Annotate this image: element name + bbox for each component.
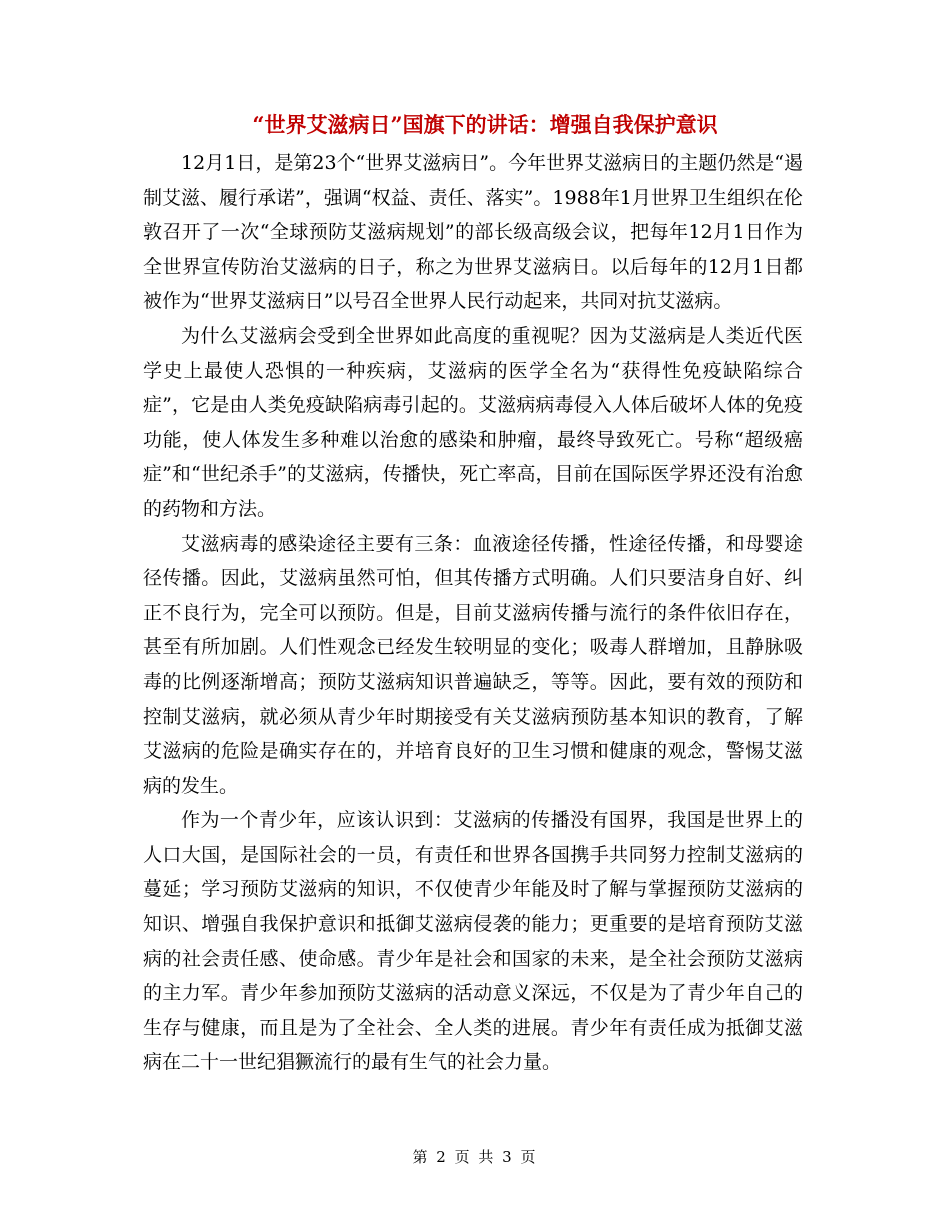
paragraph-3: 艾滋病毒的感染途径主要有三条：血液途径传播，性途径传播，和母婴途径传播。因此，艾滋病虽然可怕，但其传播方式明确。人们只要洁身自好、纠正不良行为，完全可以预防。但是，目前艾滋病传播与流行的条件依旧存在，甚至有所加剧。人们性观念已经发生较明显的变化；吸毒人群增加，且静脉吸毒的比例逐渐增高；预防艾滋病知识普遍缺乏，等等。因此，要有效的预防和控制艾滋病，就必须从青少年时期接受有关艾滋病预防基本知识的教育，了解艾滋病的危险是确实存在的，并培育良好的卫生习惯和健康的观念，警惕艾滋病的发生。 — [143, 532, 803, 797]
document-body — [143, 146, 803, 1080]
paragraph-4: 作为一个青少年，应该认识到：艾滋病的传播没有国界，我国是世界上的人口大国，是国际社会的一员，有责任和世界各国携手共同努力控制艾滋病的蔓延；学习预防艾滋病的知识，不仅使青少年能及时了解与掌握预防艾滋病的知识、增强自我保护意识和抵御艾滋病侵袭的能力；更重要的是培育预防艾滋病的社会责任感、使命感。青少年是社会和国家的未来，是全社会预防艾滋病的主力军。青少年参加预防艾滋病的活动意义深远，不仅是为了青少年自己的生存与健康，而且是为了全社会、全人类的进展。青少年有责任成为抵御艾滋病在二十一世纪猖獗流行的最有生气的社会力量。 — [143, 809, 803, 1074]
paragraph-2: 为什么艾滋病会受到全世界如此高度的重视呢？因为艾滋病是人类近代医学史上最使人恐惧的一种疾病，艾滋病的医学全名为“获得性免疫缺陷综合症”，它是由人类免疫缺陷病毒引起的。艾滋病病毒侵入人体后破坏人体的免疫功能，使人体发生多种难以治愈的感染和肿瘤，最终导致死亡。号称“超级癌症”和“世纪杀手”的艾滋病，传播快，死亡率高，目前在国际医学界还没有治愈的药物和方法。 — [143, 324, 803, 520]
page-footer: 第 2 页 共 3 页 — [412, 1148, 538, 1166]
document-title: “世界艾滋病日”国旗下的讲话：增强自我保护意识 — [252, 112, 718, 137]
paragraph-1: 12月1日，是第23个“世界艾滋病日”。今年世界艾滋病日的主题仍然是“遏制艾滋、履行承诺”，强调“权益、责任、落实”。1988年1月世界卫生组织在伦敦召开了一次“全球预防艾滋病规划”的部长级高级会议，把每年12月1日作为全世界宣传防治艾滋病的日子，称之为世界艾滋病日。以后每年的12月1日都被作为“世界艾滋病日”以号召全世界人民行动起来，共同对抗艾滋病。 — [143, 152, 803, 313]
